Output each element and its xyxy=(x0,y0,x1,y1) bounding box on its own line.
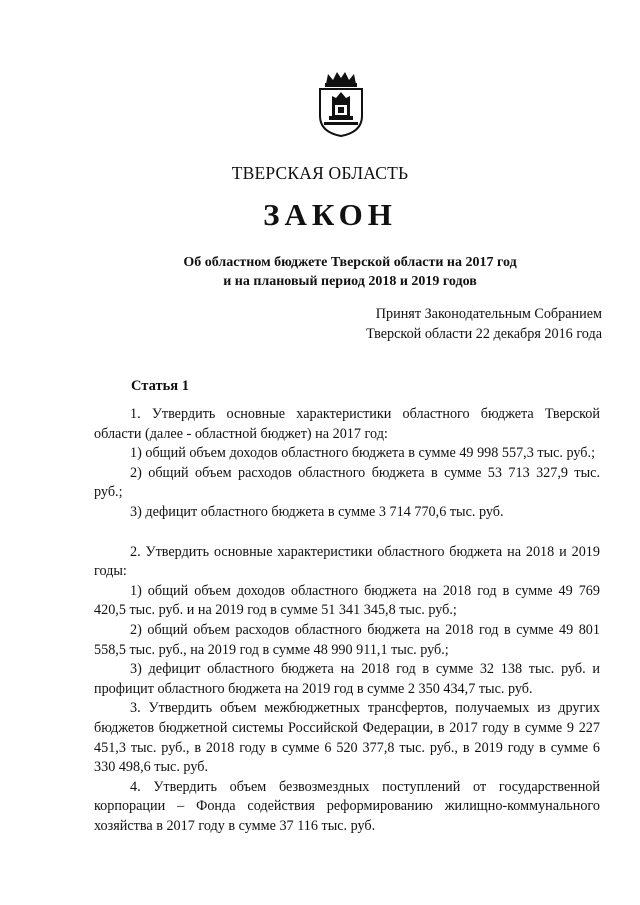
paragraph-spacer xyxy=(94,523,600,543)
adoption-line1: Принят Законодательным Собранием xyxy=(375,306,602,322)
paragraph: 3) дефицит областного бюджета в сумме 3 714 770,6 тыс. руб. xyxy=(130,503,504,520)
region-name: ТВЕРСКАЯ ОБЛАСТЬ xyxy=(231,163,409,183)
law-title-line2: и на плановый период 2018 и 2019 годов xyxy=(223,274,477,289)
paragraph: 1) общий объем доходов областного бюджета в сумме 49 998 557,3 тыс. руб.; xyxy=(130,445,596,462)
article-heading: Статья 1 xyxy=(131,378,189,394)
law-title-line1: Об областном бюджете Тверской области на 2017 год xyxy=(183,255,517,270)
paragraph: 1) общий объем доходов областного бюджета на 2018 год в сумме 49 769 420,5 тыс. руб. и на 2019 год в сумме 51 341 345,8 тыс. руб.; xyxy=(94,582,600,619)
paragraph: 2) общий объем расходов областного бюджета в сумме 53 713 327,9 тыс. руб.; xyxy=(94,464,600,501)
law-title xyxy=(0,253,640,291)
paragraph: 3. Утвердить объем межбюджетных трансфертов, получаемых из других бюджетов бюджетной системы Российской Федерации, в 2017 году в сумме 9 227 451,3 тыс. руб., в 2018 году в сумме 6 520 377,8 тыс. руб., в 2019 году в сумме 6 330 498,6 тыс. руб. xyxy=(94,700,600,776)
paragraph: 1. Утвердить основные характеристики областного бюджета Тверской области (далее - областной бюджет) на 2017 год: xyxy=(94,406,600,442)
document-type: ЗАКОН xyxy=(263,197,397,232)
adoption-line2: Тверской области 22 декабря 2016 года xyxy=(366,326,602,342)
adoption-note xyxy=(366,304,602,344)
tver-coat-of-arms-icon xyxy=(316,70,366,138)
paragraph: 2) общий объем расходов областного бюджета на 2018 год в сумме 49 801 558,5 тыс. руб., на 2019 год в сумме 48 990 911,1 тыс. руб.; xyxy=(94,621,600,658)
paragraph: 2. Утвердить основные характеристики областного бюджета на 2018 и 2019 годы: xyxy=(94,543,600,580)
paragraph: 4. Утвердить объем безвозмездных поступлений от государственной корпорации – Фонда содействия реформированию жилищно-коммунального хозяйства в 2017 году в сумме 37 116 тыс. руб. xyxy=(94,778,600,834)
paragraph: 3) дефицит областного бюджета на 2018 год в сумме 32 138 тыс. руб. и профицит областного бюджета на 2019 год в сумме 2 350 434,7 тыс. руб. xyxy=(94,661,600,697)
article-body xyxy=(94,405,600,836)
